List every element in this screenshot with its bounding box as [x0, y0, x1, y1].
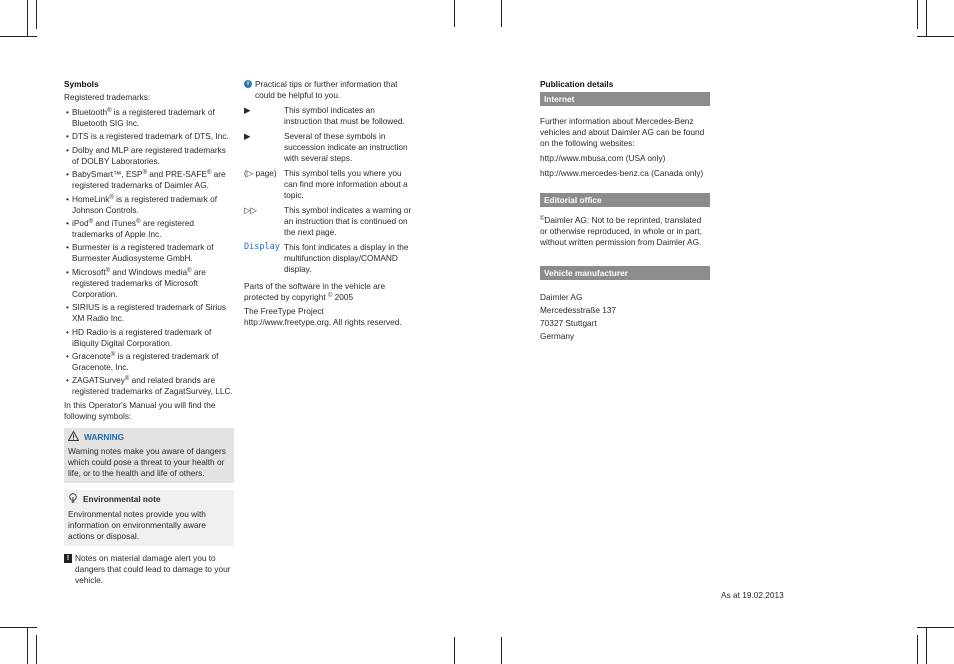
- warning-triangle-icon: [68, 431, 79, 444]
- environmental-text: Environmental notes provide you with information on environmentally aware actions or disposal.: [68, 508, 206, 541]
- symbol-description: This symbol tells you where you can find more information about a topic.: [284, 168, 408, 200]
- environmental-header: [68, 493, 230, 507]
- address-line: Mercedesstraße 137: [540, 305, 617, 315]
- crop-mark: [0, 627, 37, 628]
- address-line: Daimler AG: [540, 292, 583, 302]
- trademark-item: • HomeLink® is a registered trademark of Johnson Controls.: [64, 194, 234, 216]
- trademark-item: • DTS is a registered trademark of DTS, Inc.: [64, 131, 234, 142]
- crop-mark: [926, 0, 927, 37]
- lightbulb-icon: [68, 493, 78, 507]
- material-damage-text: Notes on material damage alert you to dangers that could lead to damage to your vehicle.: [75, 552, 231, 585]
- crop-mark: [917, 36, 954, 37]
- internet-bar: Internet: [540, 92, 710, 106]
- crop-mark: [36, 0, 37, 29]
- crop-mark: [917, 627, 954, 628]
- left-column: [64, 79, 234, 586]
- url-canada: http://www.mercedes-benz.ca (Canada only): [540, 168, 704, 178]
- crop-mark: [501, 637, 502, 664]
- symbol-row: [244, 131, 414, 164]
- software-copyright: Parts of the software in the vehicle are protected by copyright © 2005: [244, 281, 386, 302]
- editorial-bar: Editorial office: [540, 193, 710, 207]
- middle-column: [244, 79, 414, 328]
- symbol-list: [244, 105, 414, 275]
- trademark-item: • Microsoft® and Windows media® are registered trademarks of Microsoft Corporation.: [64, 267, 234, 300]
- symbol-description: This font indicates a display in the multifunction display/COMAND display.: [284, 242, 409, 274]
- manufacturer-address: [540, 292, 710, 342]
- crop-mark: [0, 36, 37, 37]
- symbols-title: Symbols: [64, 79, 99, 89]
- crop-mark: [917, 635, 918, 664]
- trademark-item: • Gracenote® is a registered trademark of Gracenote, Inc.: [64, 351, 234, 373]
- freetype-url: http://www.freetype.org. All rights reserved.: [244, 317, 402, 327]
- editorial-text: ©Daimler AG: Not to be reprinted, translated or otherwise reproduced, in whole or in part, without written permission from Daimler AG.: [540, 215, 702, 247]
- trademark-item: • iPod® and iTunes® are registered trademarks of Apple Inc.: [64, 218, 234, 240]
- trademark-item: • BabySmart™, ESP® and PRE-SAFE® are registered trademarks of Daimler AG.: [64, 169, 234, 191]
- practical-tip-text: Practical tips or further information that could be helpful to you.: [255, 79, 398, 100]
- environmental-box: [64, 490, 234, 546]
- symbol-description: This symbol indicates a warning or an instruction that is continued on the next page.: [284, 205, 412, 237]
- practical-tip: [244, 79, 414, 101]
- address-line: Germany: [540, 331, 575, 341]
- symbol-glyph: Display: [244, 242, 280, 252]
- freetype-name: The FreeType Project: [244, 306, 324, 316]
- internet-text: Further information about Mercedes-Benz vehicles and about Daimler AG can be found on the following websites:: [540, 116, 705, 148]
- exclamation-icon: !: [64, 554, 72, 563]
- symbol-description: This symbol indicates an instruction that must be followed.: [284, 105, 405, 126]
- registered-label: Registered trademarks:: [64, 92, 151, 102]
- trademark-item: • Burmester is a registered trademark of Burmester Audiosysteme GmbH.: [64, 242, 234, 264]
- crop-mark: [454, 0, 455, 27]
- symbol-glyph: ▶: [244, 105, 251, 115]
- trademark-item: • HD Radio is a registered trademark of iBiquity Digital Corporation.: [64, 327, 234, 349]
- crop-mark: [36, 635, 37, 664]
- crop-mark: [501, 0, 502, 27]
- symbol-glyph: ▶: [244, 131, 251, 141]
- crop-mark: [917, 0, 918, 29]
- crop-mark: [454, 637, 455, 664]
- trademark-item: • ZAGATSurvey® and related brands are registered trademarks of ZagatSurvey, LLC.: [64, 375, 234, 397]
- trademark-list: [64, 107, 234, 397]
- symbol-row: [244, 168, 414, 201]
- symbol-row: [244, 105, 414, 127]
- publication-title: Publication details: [540, 79, 614, 89]
- right-column: [540, 79, 710, 344]
- warning-box: [64, 428, 234, 483]
- crop-mark: [27, 627, 28, 664]
- url-usa: http://www.mbusa.com (USA only): [540, 153, 666, 163]
- address-line: 70327 Stuttgart: [540, 318, 597, 328]
- trademark-item: • SIRIUS is a registered trademark of Sirius XM Radio Inc.: [64, 302, 234, 324]
- symbol-glyph: (▷ page): [244, 168, 277, 178]
- environmental-label: Environmental note: [83, 494, 161, 505]
- symbol-row: [244, 242, 414, 275]
- crop-mark: [926, 627, 927, 664]
- crop-mark: [27, 0, 28, 37]
- warning-header: [68, 431, 230, 444]
- symbol-row: [244, 205, 414, 238]
- material-damage-note: [64, 553, 234, 586]
- manufacturer-bar: Vehicle manufacturer: [540, 266, 710, 280]
- trademark-item: • Bluetooth® is a registered trademark of Bluetooth SIG Inc.: [64, 107, 234, 129]
- manual-intro: In this Operator's Manual you will find the following symbols:: [64, 399, 216, 421]
- warning-text: Warning notes make you aware of dangers which could pose a threat to your health or life, or to the health and life of others.: [68, 445, 226, 478]
- info-icon: i: [244, 80, 252, 88]
- symbol-glyph: ▷▷: [244, 205, 257, 215]
- as-at-date: As at 19.02.2013: [721, 590, 784, 600]
- symbol-description: Several of these symbols in succession indicate an instruction with several steps.: [284, 131, 408, 163]
- warning-label: WARNING: [84, 431, 125, 442]
- trademark-item: • Dolby and MLP are registered trademarks of DOLBY Laboratories.: [64, 145, 234, 167]
